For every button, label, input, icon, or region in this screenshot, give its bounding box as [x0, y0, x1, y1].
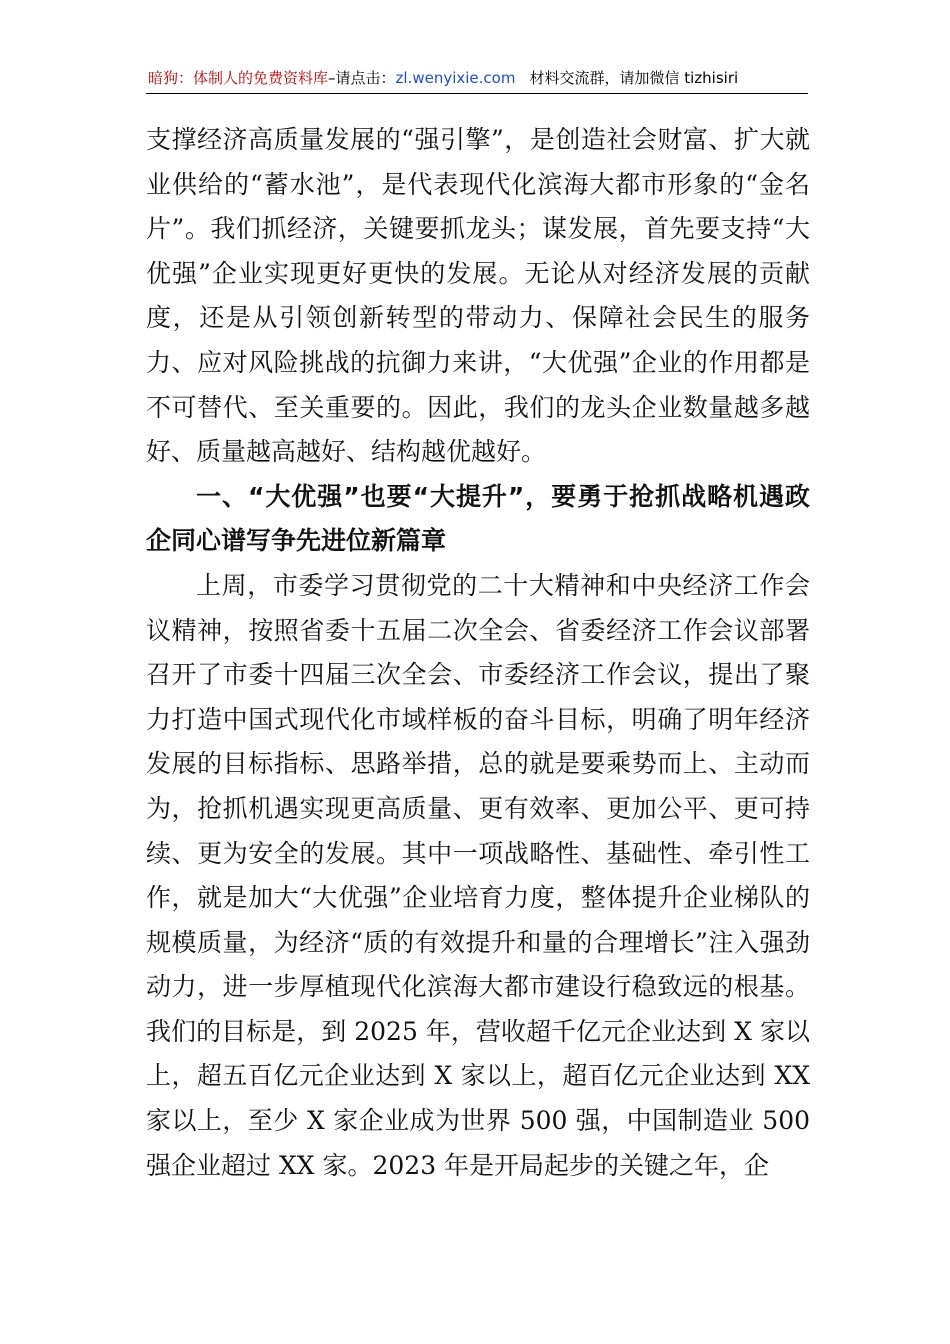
header-site-name: 暗狗：体制人的免费资料库	[148, 69, 329, 87]
header-wechat-text: 材料交流群，请加微信 tizhisiri	[529, 69, 739, 87]
header-divider	[146, 93, 808, 94]
header-url-link[interactable]: zl.wenyixie.com	[395, 69, 516, 87]
paragraph-2: 上周，市委学习贯彻党的二十大精神和中央经济工作会议精神，按照省委十五届二次全会、省委经济工作会议部署召开了市委十四届三次全会、市委经济工作会议，提出了聚力打造中国式现代化市域样板的奋斗目标，明确了明年经济发展的目标指标、思路举措，总的就是要乘势而上、主动而为，抢抓机遇实现更高质量、更有效率、更加公平、更可持续、更为安全的发展。其中一项战略性、基础性、牵引性工作，就是加大“大优强”企业培育力度，整体提升企业梯队的规模质量，为经济“质的有效提升和量的合理增长”注入强劲动力，进一步厚植现代化滨海大都市建设行稳致远的根基。我们的目标是，到 2025 年，营收超千亿元企业达到 X 家以上，超五百亿元企业达到 X 家以上，超百亿元企业达到 XX 家以上，至少 X 家企业成为世界 500 强，中国制造业 500 强企业超过 XX 家。2023 年是开局起步的关键之年，企	[146, 570, 810, 1180]
section-heading-1: 一、“大优强”也要“大提升”，要勇于抢抓战略机遇政企同心谱写争先进位新篇章	[146, 481, 810, 556]
page-header	[148, 64, 806, 92]
document-body	[146, 118, 810, 1188]
header-click-prefix: –请点击：	[328, 69, 396, 87]
paragraph-1: 支撑经济高质量发展的“强引擎”，是创造社会财富、扩大就业供给的“蓄水池”，是代表现代化滨海大都市形象的“金名片”。我们抓经济，关键要抓龙头；谋发展，首先要支持“大优强”企业实现更好更快的发展。无论从对经济发展的贡献度，还是从引领创新转型的带动力、保障社会民生的服务力、应对风险挑战的抗御力来讲，“大优强”企业的作用都是不可替代、至关重要的。因此，我们的龙头企业数量越多越好、质量越高越好、结构越优越好。	[146, 125, 810, 467]
